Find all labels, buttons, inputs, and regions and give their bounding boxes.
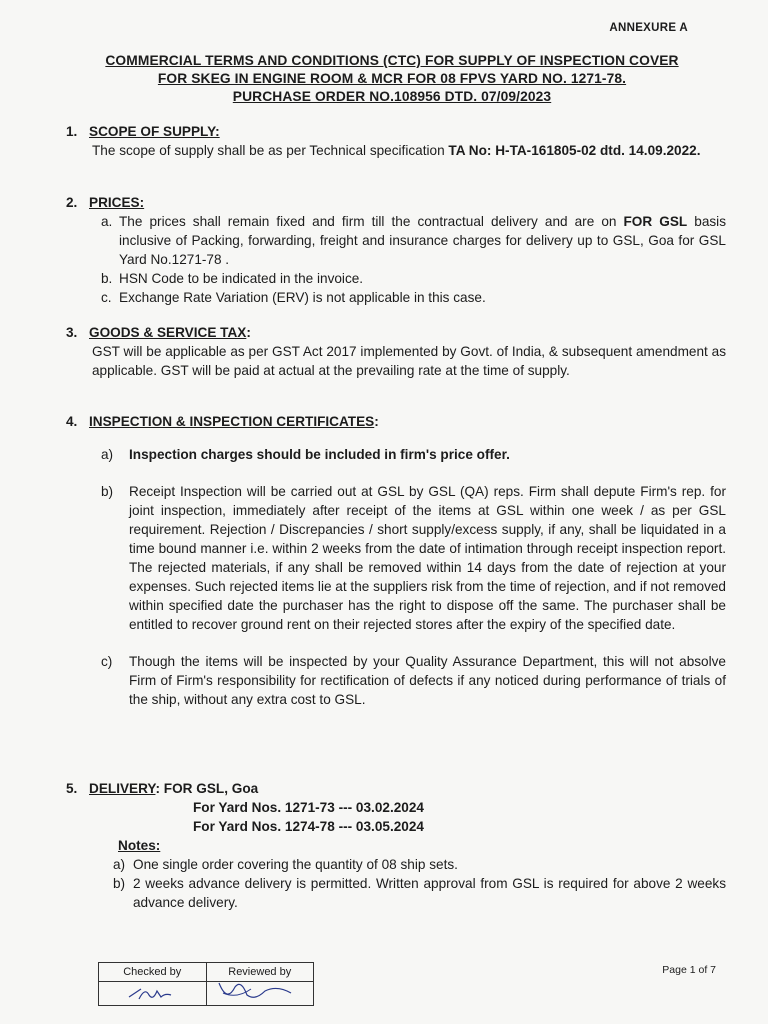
section-heading — [66, 193, 726, 212]
list-text: 2 weeks advance delivery is permitted. Written approval from GSL is required for above 2 weeks advance delivery. — [133, 876, 726, 910]
reviewed-by-cell — [207, 963, 314, 1005]
list-marker: b. — [101, 271, 113, 286]
list-item — [66, 445, 726, 464]
list-item — [66, 269, 726, 288]
list-item — [66, 855, 726, 874]
checked-by-cell — [99, 963, 207, 1005]
section-number: 4. — [66, 414, 78, 429]
section-heading — [66, 122, 726, 141]
checked-by-label: Checked by — [99, 966, 206, 982]
list-item — [66, 212, 726, 269]
document-title — [60, 52, 724, 106]
section-title: SCOPE OF SUPPLY: — [89, 124, 220, 139]
list-text: Receipt Inspection will be carried out at GSL by GSL (QA) reps. Firm shall depute Firm's rep. for joint inspection, immediately after receipt of the items at GSL within one week / as per GSL requirement. Rejection / Discrepancies / short supply/excess supply, if any, shall be liquidated in a time bound manner i.e. within 2 weeks from the date of intimation through receipt inspection report. The rejected materials, if any shall be removed within 14 days from the date of rejection at your expenses. Such rejected items lie at the suppliers risk from the time of rejection, and if not removed within specified date the purchaser has the right to dispose off the same. The purchaser shall be entitled to recover ground rent on their rejected stores after the expiry of the specified date. — [129, 484, 726, 632]
section-title: PRICES: — [89, 195, 145, 210]
list-text: HSN Code to be indicated in the invoice. — [119, 271, 364, 286]
signature-table — [98, 962, 314, 1006]
list-marker: a) — [113, 857, 126, 872]
list-marker: c) — [101, 654, 113, 669]
reviewed-signature-icon — [207, 981, 313, 1005]
page-number: Page 1 of 7 — [662, 964, 716, 976]
section-body: GST will be applicable as per GST Act 2017 implemented by Govt. of India, & subsequent amendment as applicable. GST will be paid at actual at the prevailing rate at the time of supply. — [92, 344, 726, 378]
checked-signature-icon — [99, 981, 205, 1005]
list-text: One single order covering the quantity of 08 ship sets. — [133, 857, 458, 872]
list-marker: b) — [101, 484, 114, 499]
delivery-location: : FOR GSL, Goa — [155, 781, 259, 796]
list-text: The prices shall remain fixed and firm till the contractual delivery and are on FOR GSL basis inclusive of Packing, forwarding, freight and insurance charges for delivery up to GSL, Goa for GSL Yard No.1271-78 . — [119, 214, 726, 267]
section-number: 3. — [66, 325, 78, 340]
section-delivery — [66, 779, 726, 912]
section-title: DELIVERY — [89, 781, 156, 796]
notes-heading: Notes: — [118, 838, 161, 853]
section-number: 2. — [66, 195, 78, 210]
list-item — [66, 652, 726, 709]
section-heading — [66, 779, 726, 798]
scope-text: The scope of supply shall be as per Technical specification — [92, 143, 449, 158]
delivery-schedule-1: For Yard Nos. 1271-73 --- 03.02.2024 — [193, 800, 424, 815]
section-heading: 4. INSPECTION & INSPECTION CERTIFICATES: — [66, 414, 379, 429]
section-title: INSPECTION & INSPECTION CERTIFICATES — [89, 414, 375, 429]
list-marker: a) — [101, 447, 114, 462]
section-prices — [66, 193, 726, 307]
section-heading: 3. GOODS & SERVICE TAX: — [66, 325, 251, 340]
section-body — [66, 141, 726, 160]
scope-spec-ref: TA No: H-TA-161805-02 dtd. 14.09.2022. — [448, 143, 701, 158]
title-line-1: COMMERCIAL TERMS AND CONDITIONS (CTC) FOR SUPPLY OF INSPECTION COVER — [105, 53, 679, 68]
section-scope-of-supply — [66, 122, 726, 160]
reviewed-by-label: Reviewed by — [207, 966, 314, 982]
list-marker: a. — [101, 214, 113, 229]
section-number: 5. — [66, 781, 78, 796]
list-text: Inspection charges should be included in firm's price offer. — [129, 447, 510, 462]
list-item — [66, 482, 726, 634]
title-line-2: FOR SKEG IN ENGINE ROOM & MCR FOR 08 FPVS YARD NO. 1271-78. — [157, 71, 627, 86]
section-number: 1. — [66, 124, 78, 139]
list-marker: c. — [101, 290, 112, 305]
list-marker: b) — [113, 876, 126, 891]
list-text: Exchange Rate Variation (ERV) is not applicable in this case. — [119, 290, 486, 305]
annexure-label: ANNEXURE A — [609, 22, 688, 34]
section-gst — [66, 323, 726, 380]
list-text: Though the items will be inspected by your Quality Assurance Department, this will not absolve Firm of Firm's responsibility for rectification of defects if any noticed during performance of trials of the ship, without any extra cost to GSL. — [129, 654, 726, 707]
section-title: GOODS & SERVICE TAX — [89, 325, 247, 340]
title-line-3: PURCHASE ORDER NO.108956 DTD. 07/09/2023 — [232, 89, 552, 104]
list-item — [66, 874, 726, 912]
section-inspection — [66, 412, 726, 709]
list-item — [66, 288, 726, 307]
delivery-schedule-2: For Yard Nos. 1274-78 --- 03.05.2024 — [193, 819, 424, 834]
